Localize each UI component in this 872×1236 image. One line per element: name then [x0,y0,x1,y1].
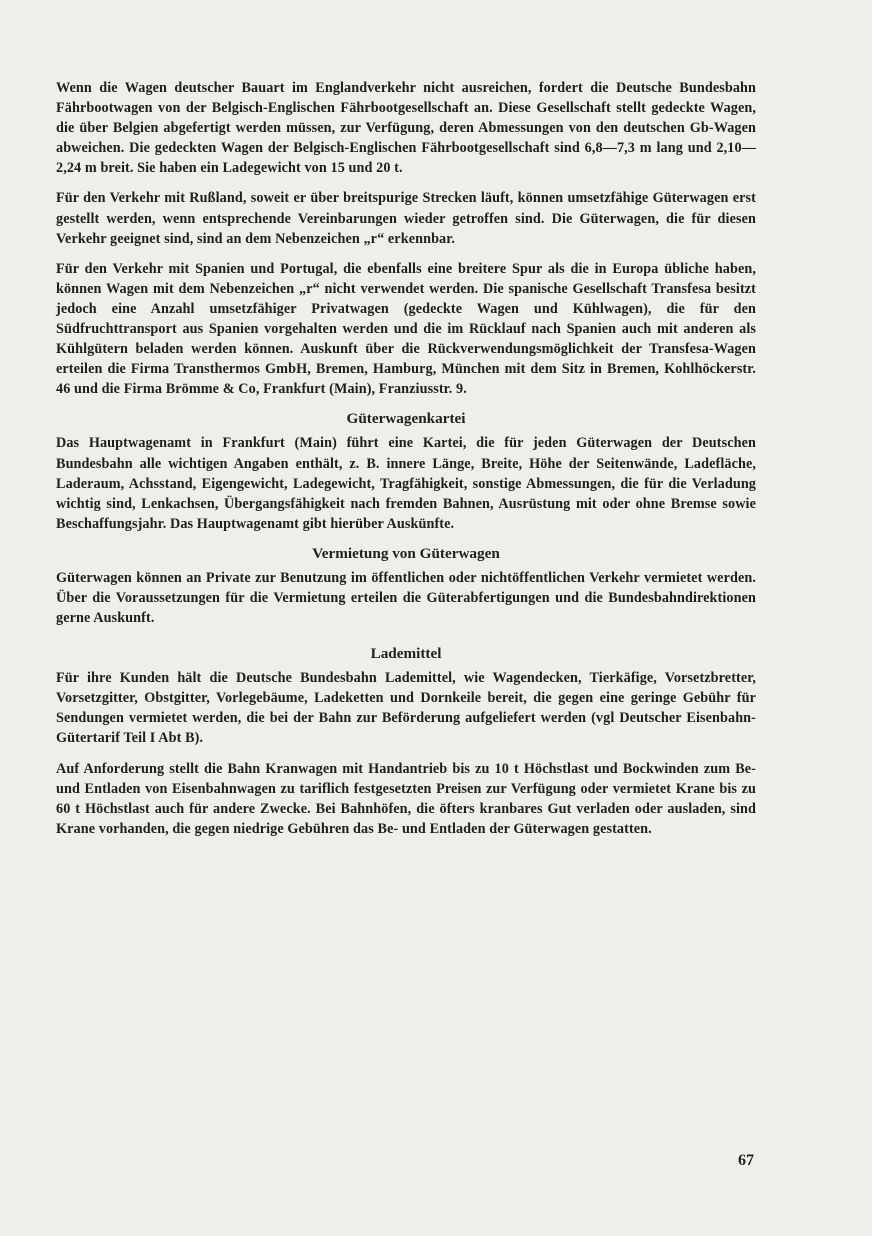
paragraph: Wenn die Wagen deutscher Bauart im Englandverkehr nicht ausreichen, fordert die Deutsche Bundesbahn Fährbootwagen von der Belgisch-Englischen Fährbootgesellschaft an. Diese Gesellschaft stellt gedeckte Wagen, die über Belgien abgefertigt werden müssen, zur Verfügung, deren Abmessungen von den deutschen Gb-Wagen abweichen. Die gedeckten Wagen der Belgisch-Englischen Fährbootgesellschaft sind 6,8—7,3 m lang und 2,10—2,24 m breit. Sie haben ein Ladegewicht von 15 und 20 t. [56,80,756,177]
paragraph: Für ihre Kunden hält die Deutsche Bundesbahn Lademittel, wie Wagendecken, Tierkäfige, Vorsetzbretter, Vorsetzgitter, Obstgitter, Vorlegebäume, Ladeketten und Dornkeile bereit, die gegen eine geringe Gebühr für Sendungen vermietet werden, die bei der Bahn zur Beförderung aufgeliefert werden (vgl Deutscher Eisenbahn-Gütertarif Teil I Abt B). [56,670,756,747]
paragraph: Güterwagen können an Private zur Benutzung im öffentlichen oder nichtöffentlichen Verkehr vermietet werden. Über die Voraussetzungen für die Vermietung erteilen die Güterabfertigungen und die Bundesbahndirektionen gerne Auskunft. [56,569,756,627]
section-heading-gueterwagenkartei: Güterwagenkartei [346,410,466,428]
paragraph: Auf Anforderung stellt die Bahn Kranwagen mit Handantrieb bis zu 10 t Höchstlast und Bockwinden zum Be- und Entladen von Eisenbahnwagen zu tariflich festgesetzten Preisen zur Verfügung oder vermietet Krane bis zu 60 t Höchstlast auch für andere Zwecke. Bei Bahnhöfen, die öfters kranbares Gut verladen oder ausladen, sind Krane vorhanden, die gegen niedrige Gebühren das Be- und Entladen der Güterwagen gestatten. [56,760,756,837]
section-heading-lademittel: Lademittel [370,645,442,663]
page-number: 67 [738,1152,754,1169]
paragraph: Für den Verkehr mit Rußland, soweit er über breitspurige Strecken läuft, können umsetzfähige Güterwagen erst gestellt werden, wenn entsprechende Vereinbarungen wieder getroffen sind. Die Güterwagen, die für diesen Verkehr geeignet sind, sind an dem Nebenzeichen „r“ erkennbar. [56,190,756,247]
section-heading-vermietung: Vermietung von Güterwagen [312,544,500,562]
paragraph: Das Hauptwagenamt in Frankfurt (Main) führt eine Kartei, die für jeden Güterwagen der Deutschen Bundesbahn alle wichtigen Angaben enthält, z. B. innere Länge, Breite, Höhe der Seitenwände, Ladefläche, Laderaum, Achsstand, Eigengewicht, Ladegewicht, Tragfähigkeit, sonstige Abmessungen, die für die Verladung wichtig sind, Lenkachsen, Übergangsfähigkeit nach fremden Bahnen, Ausrüstung mit oder ohne Bremse sowie Beschaffungsjahr. Das Hauptwagenamt gibt hierüber Auskünfte. [56,435,756,532]
paragraph: Für den Verkehr mit Spanien und Portugal, die ebenfalls eine breitere Spur als die in Europa übliche haben, können Wagen mit dem Nebenzeichen „r“ nicht verwendet werden. Die spanische Gesellschaft Transfesa besitzt jedoch eine Anzahl umsetzfähiger Privatwagen (gedeckte Wagen und Kühlwagen), die für den Südfruchttransport aus Spanien vorgehalten werden und die im Rücklauf nach Spanien auch mit anderen als Kühlgütern beladen werden können. Auskunft über die Rückverwendungsmöglichkeit der Transfesa-Wagen erteilen die Firma Transthermos GmbH, Bremen, Hamburg, München mit dem Sitz in Bremen, Kohlhöckerstr. 46 und die Firma Brömme & Co, Frankfurt (Main), Franziusstr. 9. [56,260,756,398]
page-body [56,78,756,849]
